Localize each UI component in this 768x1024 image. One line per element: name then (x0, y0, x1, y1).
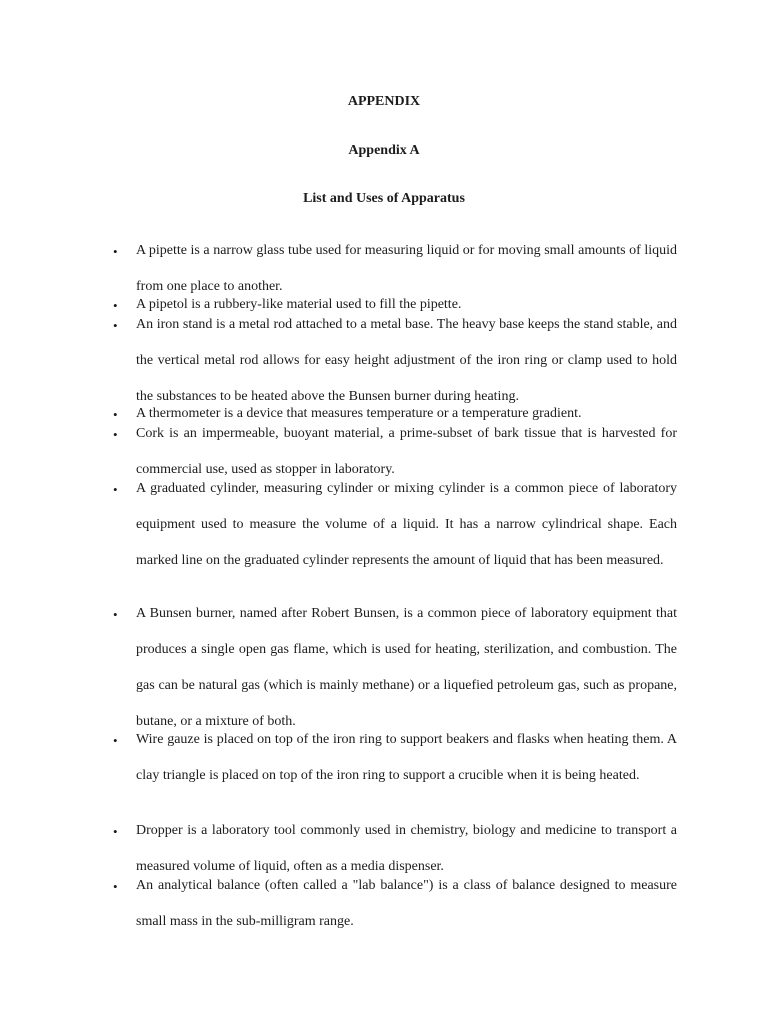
list-item-text: An analytical balance (often called a "lab balance") is a class of balance designed to measure small mass in the sub-milligram range. (136, 878, 677, 929)
list-item-text: An iron stand is a metal rod attached to a metal base. The heavy base keeps the stand stable, and the vertical metal rod allows for easy height adjustment of the iron ring or clamp used to hold the substances to be heated above the Bunsen burner during heating. (136, 317, 677, 404)
list-item-text: A pipetol is a rubbery-like material used to fill the pipette. (136, 297, 462, 312)
list-item-text: Wire gauze is placed on top of the iron ring to support beakers and flasks when heating them. A clay triangle is placed on top of the iron ring to support a crucible when it is being heated. (136, 732, 677, 783)
bullet-icon: • (113, 427, 118, 442)
list-item-text: A pipette is a narrow glass tube used for measuring liquid or for moving small amounts of liquid from one place to another. (136, 243, 677, 294)
list-item-text: Cork is an impermeable, buoyant material, a prime-subset of bark tissue that is harvested for commercial use, used as stopper in laboratory. (136, 426, 677, 477)
bullet-icon: • (113, 298, 118, 313)
list-item-text: A Bunsen burner, named after Robert Bunsen, is a common piece of laboratory equipment that produces a single open gas flame, which is used for heating, sterilization, and combustion. The gas can be natural gas (which is mainly methane) or a liquefied petroleum gas, such as propane, butane, or a mixture of both. (136, 606, 677, 729)
bullet-icon: • (113, 733, 118, 748)
section-title: List and Uses of Apparatus (303, 191, 465, 206)
list-item-text: A graduated cylinder, measuring cylinder or mixing cylinder is a common piece of laboratory equipment used to measure the volume of a liquid. It has a narrow cylindrical shape. Each marked line on the graduated cylinder represents the amount of liquid that has been measured. (136, 481, 677, 568)
bullet-icon: • (113, 318, 118, 333)
bullet-icon: • (113, 407, 118, 422)
appendix-subtitle: Appendix A (348, 143, 420, 158)
page-title: APPENDIX (347, 94, 421, 109)
bullet-icon: • (113, 482, 118, 497)
bullet-icon: • (113, 244, 118, 259)
bullet-icon: • (113, 824, 118, 839)
bullet-icon: • (113, 879, 118, 894)
list-item-text: Dropper is a laboratory tool commonly used in chemistry, biology and medicine to transport a measured volume of liquid, often as a media dispenser. (136, 823, 677, 874)
list-item-text: A thermometer is a device that measures temperature or a temperature gradient. (136, 406, 582, 421)
bullet-icon: • (113, 607, 118, 622)
